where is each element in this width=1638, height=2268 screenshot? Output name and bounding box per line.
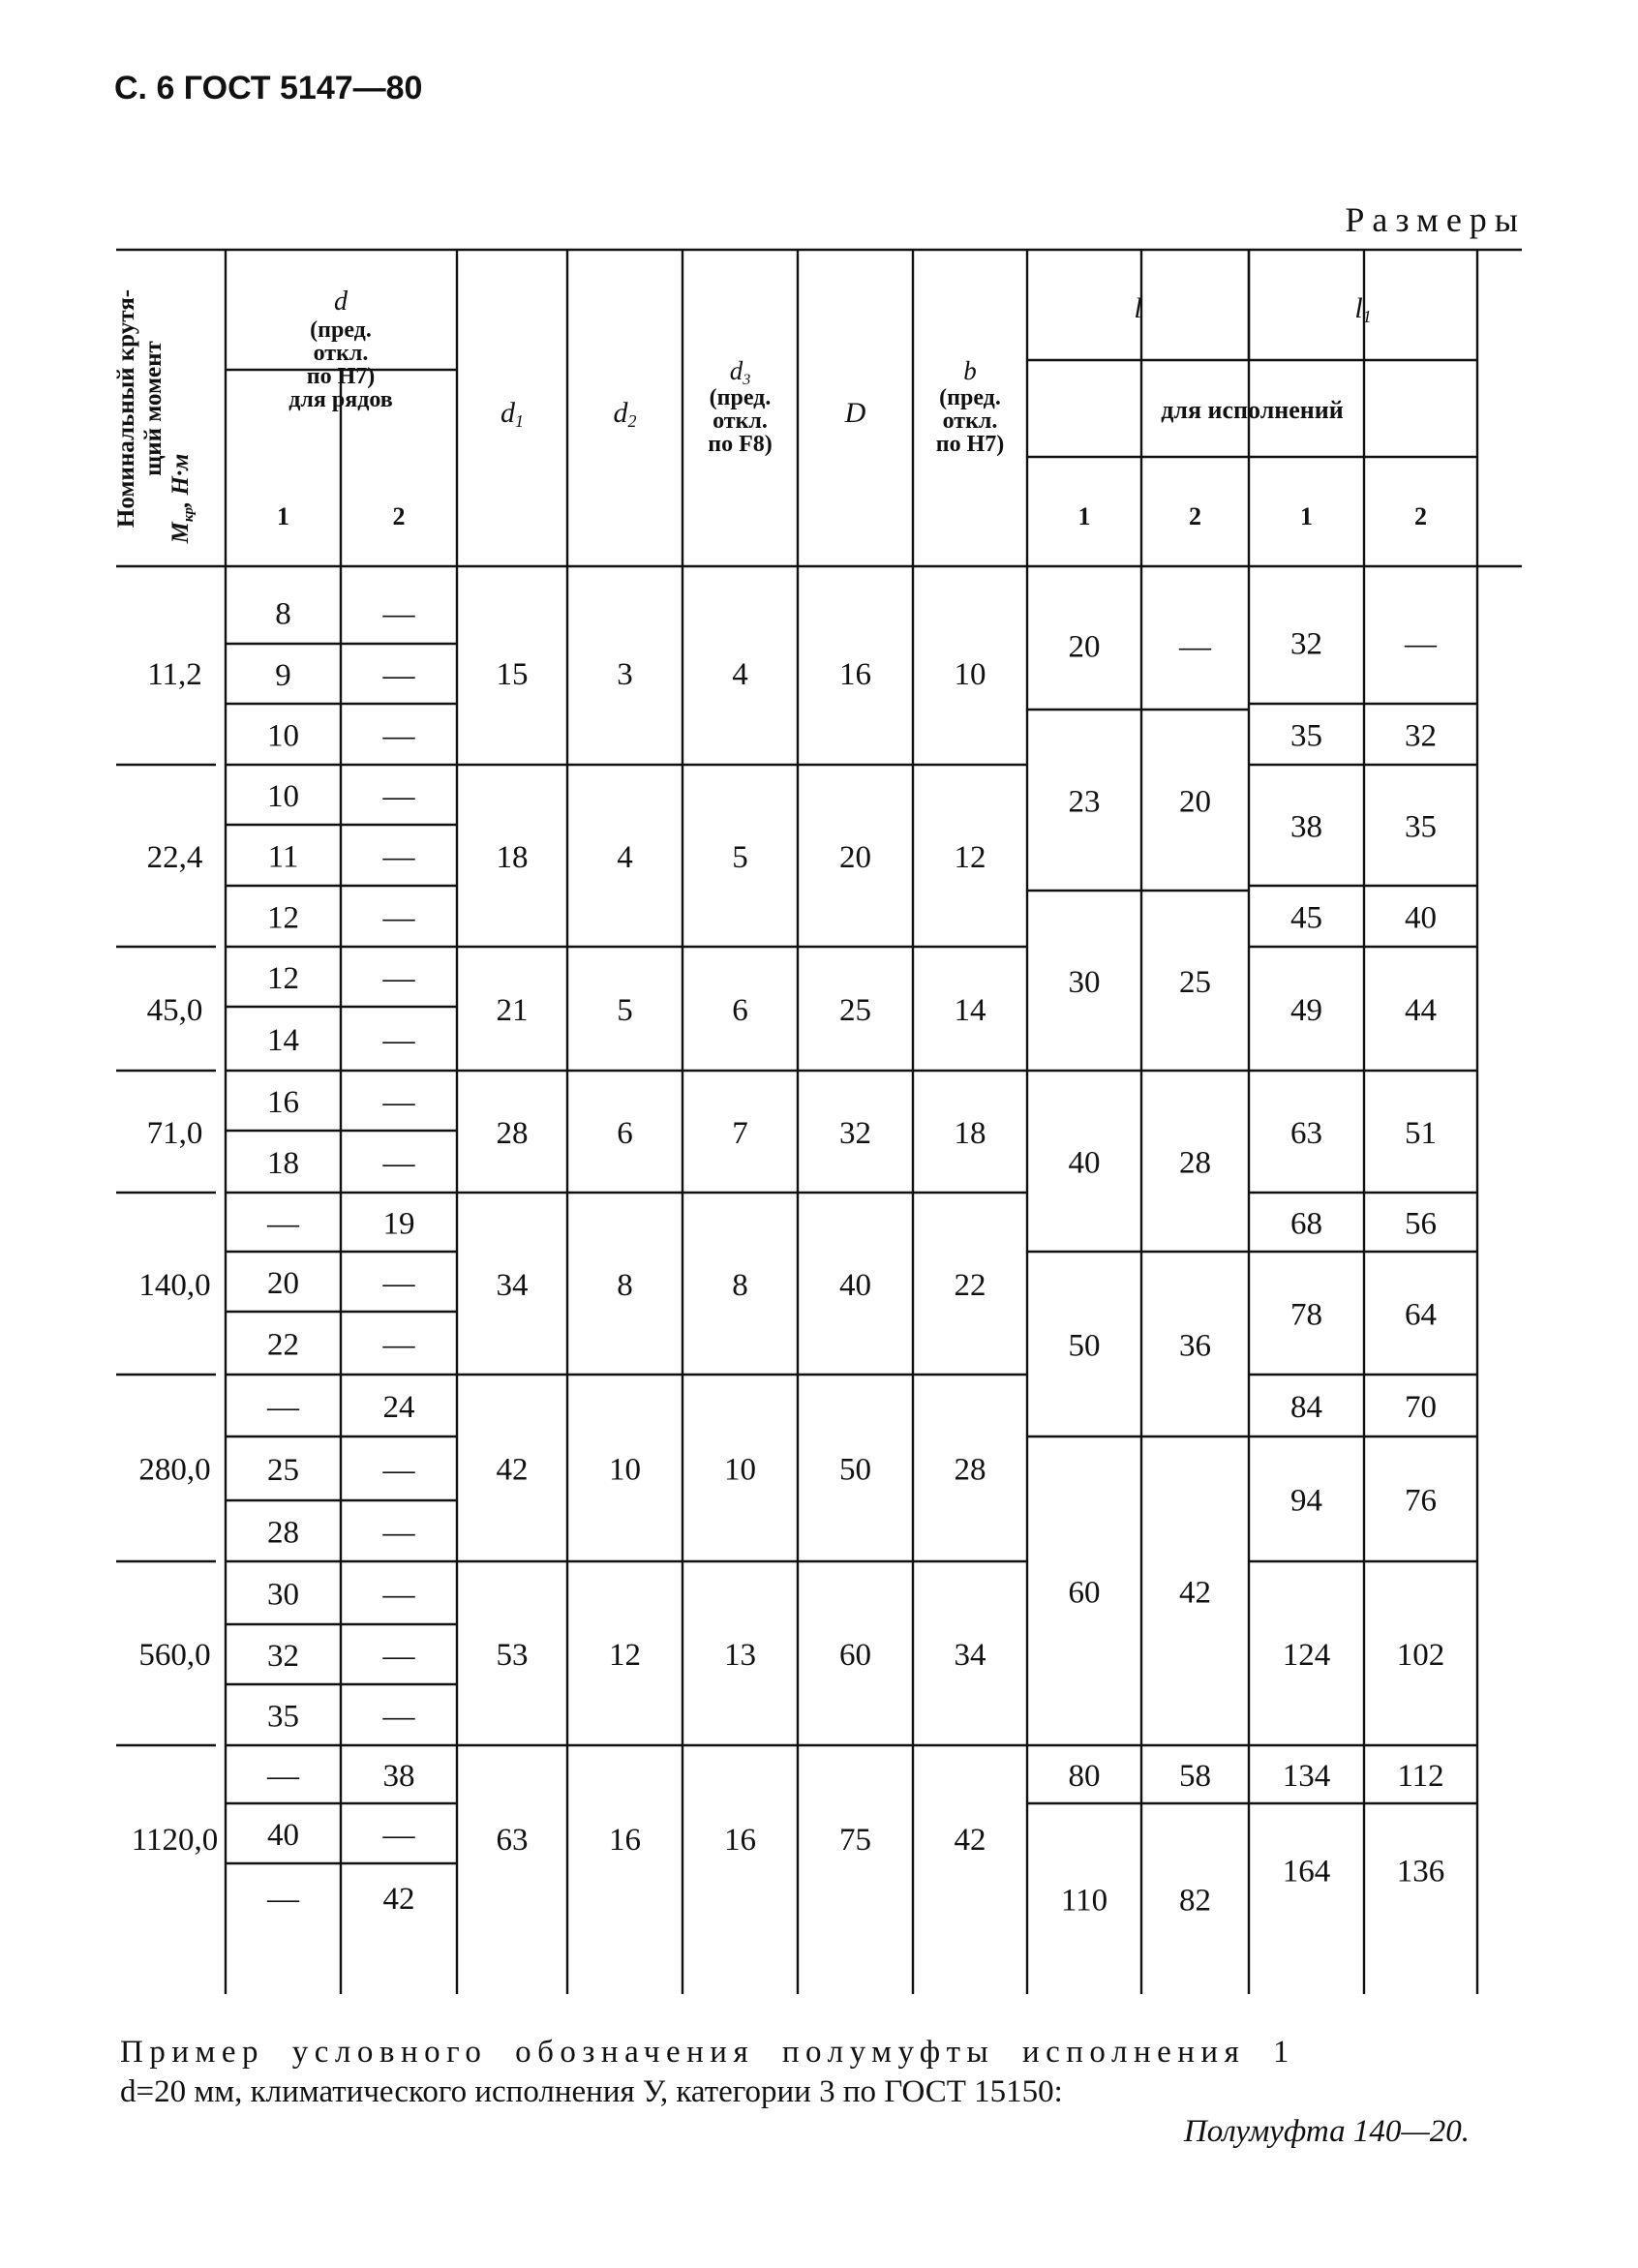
d1-value: 28	[496, 1116, 529, 1151]
header-moment-line1: Номинальный крутя-	[113, 288, 139, 529]
l1-variant-1-value: 35	[1290, 718, 1322, 754]
header-d-line2: (пред.	[310, 318, 372, 343]
header-b-line2: (пред.	[939, 385, 1001, 410]
D-value: 50	[839, 1452, 871, 1488]
d-row-2-value: —	[382, 1327, 415, 1363]
l-variant-2-value: —	[1179, 629, 1211, 665]
d3-value: 8	[732, 1268, 748, 1303]
l1-variant-1-value: 49	[1290, 993, 1322, 1028]
d2-value: 4	[617, 840, 633, 875]
example-designation: Полумуфта 140—20.	[1183, 2114, 1470, 2149]
D-value: 20	[839, 840, 871, 875]
d-row-2-value: —	[382, 1023, 415, 1058]
header-moment-line3: $M_{кр}$, Н·м	[167, 453, 197, 544]
l1-variant-2-value: 70	[1405, 1390, 1437, 1425]
header-d2: d2	[613, 397, 637, 431]
header-d3-line2: (пред.	[709, 385, 772, 410]
d-row-1-value: —	[267, 1882, 299, 1917]
l-variant-1-value: 50	[1068, 1328, 1101, 1364]
D-value: 16	[839, 657, 871, 692]
header-D: D	[844, 397, 866, 429]
l1-variant-1-value: 68	[1290, 1206, 1322, 1242]
header-d-line3: откл.	[313, 341, 369, 366]
l-variant-1-value: 80	[1068, 1759, 1101, 1794]
b-value: 28	[954, 1452, 986, 1488]
example-line-2: d=20 мм, климатического исполнения У, категории 3 по ГОСТ 15150:	[120, 2074, 1063, 2109]
d-row-2-value: —	[382, 658, 415, 693]
d-row-2-value: —	[382, 1085, 415, 1120]
d-row-1-value: 12	[267, 900, 299, 936]
l1-variant-2-value: —	[1405, 626, 1437, 662]
header-d3-line4: по F8)	[708, 432, 773, 457]
b-value: 22	[954, 1268, 986, 1303]
d3-value: 16	[724, 1823, 756, 1858]
header-l: l	[1134, 292, 1142, 324]
l-variant-1-value: 60	[1068, 1575, 1101, 1611]
l1-variant-2-value: 64	[1405, 1297, 1437, 1333]
d-row-2-value: —	[382, 1577, 415, 1613]
d-row-1-value: 9	[275, 658, 291, 693]
l-variant-1-value: 110	[1060, 1883, 1108, 1919]
header-d1: d1	[500, 397, 524, 431]
d3-value: 10	[724, 1452, 756, 1488]
d2-value: 3	[617, 657, 633, 692]
d1-value: 53	[496, 1638, 529, 1673]
moment-value: 1120,0	[131, 1823, 219, 1858]
moment-value: 560,0	[138, 1638, 211, 1673]
b-value: 10	[954, 657, 986, 692]
d-row-1-value: 10	[267, 779, 299, 814]
d-row-1-value: 14	[267, 1023, 299, 1058]
l1-variant-1-value: 84	[1290, 1390, 1322, 1425]
d-row-2-value: —	[382, 961, 415, 996]
moment-value: 45,0	[146, 993, 203, 1028]
d-row-1-value: 20	[267, 1266, 299, 1301]
d-row-2-value: —	[382, 839, 415, 875]
d-row-2-value: 19	[382, 1206, 415, 1242]
l-variant-1-value: 40	[1068, 1145, 1101, 1181]
b-value: 14	[954, 993, 986, 1028]
d-row-1-value: 35	[267, 1699, 299, 1735]
d2-value: 12	[609, 1638, 641, 1673]
l1-variant-1-value: 45	[1290, 900, 1322, 936]
d2-value: 5	[617, 993, 633, 1028]
example-line-1: Пример условного обозначения полумуфты исполнения 1	[120, 2035, 1295, 2070]
d2-value: 6	[617, 1116, 633, 1151]
header-variant-2: 2	[1189, 502, 1201, 530]
l1-variant-1-value: 32	[1290, 626, 1322, 662]
l1-variant-2-value: 44	[1405, 993, 1437, 1028]
d2-value: 16	[609, 1823, 641, 1858]
d-row-1-value: 28	[267, 1515, 299, 1551]
d-row-1-value: —	[267, 1759, 299, 1794]
d1-value: 18	[496, 840, 529, 875]
page-header: С. 6 ГОСТ 5147—80	[114, 70, 423, 106]
header-d-row-1: 1	[277, 502, 289, 530]
header-d-line5: для рядов	[288, 387, 393, 412]
d-row-1-value: —	[267, 1206, 299, 1242]
d1-value: 15	[496, 657, 529, 692]
l1-variant-1-value: 164	[1282, 1854, 1331, 1890]
header-d-letter: d	[334, 287, 348, 317]
header-moment-line2: щий момент	[140, 341, 167, 476]
d-row-1-value: 12	[267, 961, 299, 996]
l1-variant-1-value: 124	[1282, 1638, 1331, 1673]
d-row-1-value: 16	[267, 1085, 299, 1120]
l-variant-2-value: 42	[1179, 1575, 1211, 1611]
header-d3-letter: d3	[729, 356, 751, 388]
d-row-2-value: —	[382, 596, 415, 632]
d-row-1-value: 22	[267, 1327, 299, 1363]
d-row-1-value: 11	[267, 839, 299, 875]
l1-variant-1-value: 94	[1290, 1483, 1322, 1519]
d-row-2-value: —	[382, 1699, 415, 1735]
d-row-2-value: —	[382, 1146, 415, 1181]
D-value: 60	[839, 1638, 871, 1673]
d3-value: 4	[732, 657, 748, 692]
l1-variant-2-value: 40	[1405, 900, 1437, 936]
header-d-row-2: 2	[392, 502, 406, 530]
l1-variant-1-value: 78	[1290, 1297, 1322, 1333]
d1-value: 63	[496, 1823, 529, 1858]
d3-value: 6	[732, 993, 748, 1028]
d2-value: 8	[617, 1268, 633, 1303]
d-row-2-value: 24	[382, 1390, 415, 1425]
l-variant-1-value: 20	[1068, 629, 1101, 665]
d-row-2-value: —	[382, 900, 415, 936]
d-row-1-value: 18	[267, 1146, 299, 1181]
l-variant-1-value: 30	[1068, 965, 1101, 1000]
l-variant-2-value: 82	[1179, 1883, 1211, 1919]
d-row-1-value: 8	[275, 596, 291, 632]
moment-value: 140,0	[138, 1268, 211, 1303]
moment-value: 22,4	[146, 840, 203, 875]
moment-value: 280,0	[138, 1452, 211, 1488]
l-variant-2-value: 20	[1179, 784, 1211, 820]
d1-value: 42	[496, 1452, 529, 1488]
b-value: 12	[954, 840, 986, 875]
l1-variant-2-value: 51	[1405, 1116, 1437, 1151]
D-value: 75	[839, 1823, 871, 1858]
D-value: 25	[839, 993, 871, 1028]
l1-variant-1-value: 38	[1290, 809, 1322, 845]
l1-variant-2-value: 136	[1396, 1854, 1445, 1890]
l1-variant-1-value: 63	[1290, 1116, 1322, 1151]
header-l1: l1	[1354, 292, 1372, 326]
header-variant-4: 2	[1414, 502, 1427, 530]
l-variant-1-value: 23	[1068, 784, 1101, 820]
l-variant-2-value: 25	[1179, 965, 1211, 1000]
l1-variant-2-value: 56	[1405, 1206, 1437, 1242]
l-variant-2-value: 36	[1179, 1328, 1211, 1364]
moment-value: 71,0	[146, 1116, 203, 1151]
d3-value: 7	[732, 1116, 748, 1151]
d-row-2-value: —	[382, 1453, 415, 1488]
d-row-1-value: 10	[267, 718, 299, 754]
D-value: 40	[839, 1268, 871, 1303]
header-variant-1: 1	[1077, 502, 1091, 530]
l1-variant-2-value: 76	[1405, 1483, 1437, 1519]
d3-value: 13	[724, 1638, 756, 1673]
l1-variant-2-value: 32	[1405, 718, 1437, 754]
d-row-2-value: —	[382, 1266, 415, 1301]
l-variant-2-value: 58	[1179, 1759, 1211, 1794]
d-row-2-value: 42	[382, 1882, 415, 1917]
l-variant-2-value: 28	[1179, 1145, 1211, 1181]
d-row-2-value: —	[382, 1515, 415, 1551]
b-value: 42	[954, 1823, 986, 1858]
header-d3-line3: откл.	[713, 408, 768, 434]
d-row-2-value: 38	[382, 1759, 415, 1794]
size-label: Размеры	[1345, 200, 1526, 239]
d1-value: 21	[496, 993, 529, 1028]
l1-variant-2-value: 35	[1405, 809, 1437, 845]
header-b-line4: по H7)	[935, 432, 1005, 457]
d-row-1-value: 32	[267, 1639, 299, 1674]
d2-value: 10	[609, 1452, 641, 1488]
header-variant-3: 1	[1300, 502, 1313, 530]
b-value: 34	[954, 1638, 986, 1673]
header-b-line3: откл.	[942, 408, 998, 434]
designation-example	[120, 2035, 1475, 2150]
l1-variant-2-value: 102	[1396, 1638, 1445, 1673]
d-row-1-value: 40	[267, 1818, 299, 1853]
d-row-2-value: —	[382, 1818, 415, 1853]
moment-value: 11,2	[147, 657, 202, 692]
header-variants: для исполнений	[1161, 396, 1344, 424]
l1-variant-1-value: 134	[1282, 1759, 1331, 1794]
b-value: 18	[954, 1116, 986, 1151]
D-value: 32	[839, 1116, 871, 1151]
d-row-1-value: —	[267, 1390, 299, 1425]
d-row-2-value: —	[382, 718, 415, 754]
l1-variant-2-value: 112	[1397, 1759, 1444, 1794]
d1-value: 34	[496, 1268, 529, 1303]
header-b-letter: b	[963, 356, 977, 385]
d3-value: 5	[732, 840, 748, 875]
d-row-2-value: —	[382, 1639, 415, 1674]
d-row-1-value: 30	[267, 1577, 299, 1613]
d-row-1-value: 25	[267, 1453, 299, 1488]
d-row-2-value: —	[382, 779, 415, 814]
header-d-line4: по H7)	[306, 364, 376, 389]
